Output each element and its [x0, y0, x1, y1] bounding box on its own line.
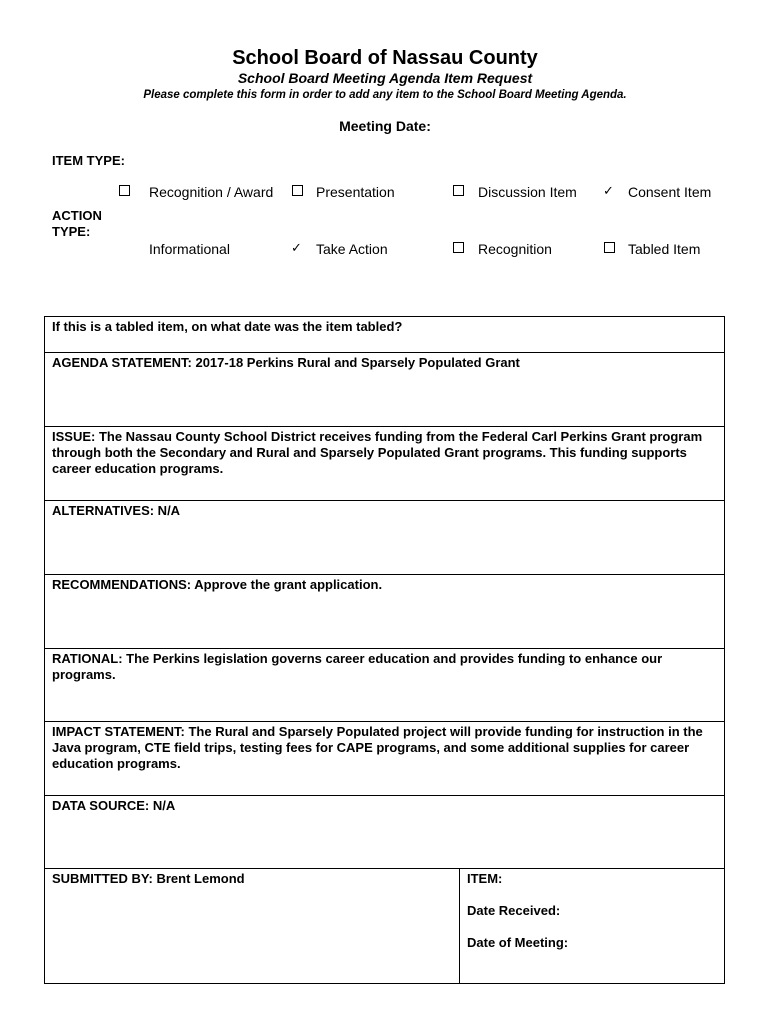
submitted-by-text: SUBMITTED BY: Brent Lemond	[52, 871, 245, 886]
submission-row	[45, 869, 724, 983]
checkbox-tabled-item[interactable]	[604, 242, 615, 253]
meeting-date-label: Meeting Date:	[339, 118, 431, 134]
agenda-statement-row	[45, 353, 724, 427]
check-icon[interactable]: ✓	[291, 240, 302, 255]
item-info-cell	[460, 869, 724, 987]
recommendations-row	[45, 575, 724, 649]
page-title: School Board of Nassau County	[232, 47, 538, 69]
alternatives-row	[45, 501, 724, 575]
issue-text: ISSUE: The Nassau County School District receives funding from the Federal Carl Perkins Grant program through both the Secondary and Rural and Sparsely Populated Grant programs. This funding supports career education programs.	[52, 429, 703, 476]
tabled-question-row	[45, 317, 724, 353]
option-recognition-label: Recognition	[478, 241, 552, 257]
tabled-question: If this is a tabled item, on what date was the item tabled?	[52, 319, 403, 334]
date-received-label: Date Received:	[467, 903, 561, 918]
agenda-form-table	[44, 316, 725, 984]
option-tabled-item-label: Tabled Item	[628, 241, 701, 257]
checkbox-presentation[interactable]	[292, 185, 303, 196]
rational-row	[45, 649, 724, 722]
date-of-meeting-label: Date of Meeting:	[467, 935, 569, 950]
checkbox-recognition[interactable]	[453, 242, 464, 253]
recommendations-text: RECOMMENDATIONS: Approve the grant application.	[52, 577, 383, 592]
option-informational-label: Informational	[149, 241, 230, 257]
form-subtitle: School Board Meeting Agenda Item Request	[237, 70, 533, 86]
option-recognition-award-label: Recognition / Award	[149, 184, 274, 200]
checkbox-discussion-item[interactable]	[453, 185, 464, 196]
impact-statement-text: IMPACT STATEMENT: The Rural and Sparsely Populated project will provide funding for instruction in the Java program, CTE field trips, testing fees for CAPE programs, and some additional supplies for career education programs.	[52, 724, 703, 771]
item-label: ITEM:	[467, 871, 503, 886]
impact-statement-row	[45, 722, 724, 796]
checkbox-recognition-award[interactable]	[119, 185, 130, 196]
option-take-action-label: Take Action	[316, 241, 388, 257]
action-type-label-line1: ACTION	[52, 208, 102, 223]
alternatives-text: ALTERNATIVES: N/A	[52, 503, 181, 518]
check-icon[interactable]: ✓	[603, 183, 614, 198]
issue-row	[45, 427, 724, 501]
item-type-label: ITEM TYPE:	[52, 153, 125, 168]
agenda-statement: AGENDA STATEMENT: 2017-18 Perkins Rural and Sparsely Populated Grant	[52, 355, 520, 370]
data-source-text: DATA SOURCE: N/A	[52, 798, 176, 813]
rational-text: RATIONAL: The Perkins legislation governs career education and provides funding to enhance our programs.	[52, 651, 663, 682]
submitted-by-cell	[45, 869, 460, 983]
option-presentation-label: Presentation	[316, 184, 395, 200]
option-discussion-item-label: Discussion Item	[478, 184, 577, 200]
form-instructions: Please complete this form in order to add any item to the School Board Meeting Agenda.	[143, 89, 627, 101]
data-source-row	[45, 796, 724, 869]
action-type-label-line2: TYPE:	[52, 224, 91, 239]
option-consent-item-label: Consent Item	[628, 184, 712, 200]
